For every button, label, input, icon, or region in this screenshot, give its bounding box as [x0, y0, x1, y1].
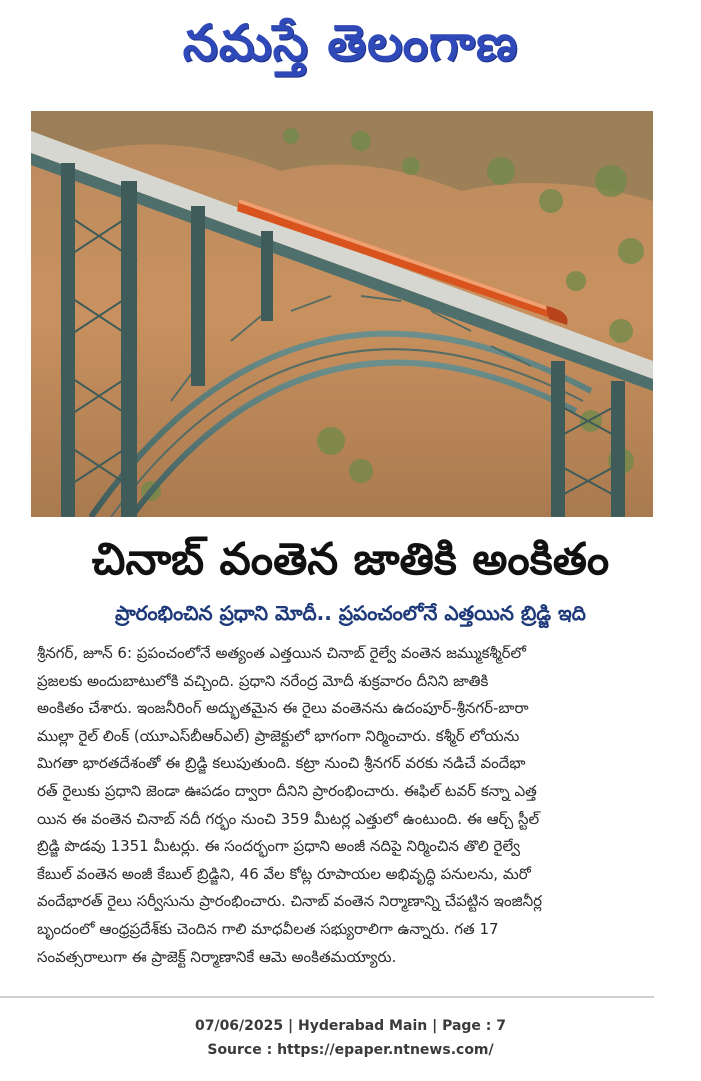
- footer-edition-info: [0, 1018, 701, 1034]
- body-line: సంవత్సరాలుగా ఈ ప్రాజెక్ట్ నిర్మాణానికే ఆమె అంకితమయ్యారు.: [37, 947, 397, 966]
- newspaper-logo: నమస్తే తెలంగాణ: [182, 14, 519, 72]
- body-line: రత్ రైలుకు ప్రధాని జెండా ఊపడం ద్వారా దీనిని ప్రారంభించారు. ఈఫిల్ టవర్ కన్నా ఎత్త: [37, 781, 537, 800]
- body-line: వందేభారత్ రైలు సర్వీసును ప్రారంభించారు. చినాబ్ వంతెన నిర్మాణాన్ని చేపట్టిన ఇంజినీర్ల: [37, 892, 542, 911]
- body-line: మిగతా భారతదేశంతో ఈ బ్రిడ్జి కలుపుతుంది. కట్రా నుంచి శ్రీనగర్ వరకు నడిచే వందేభా: [37, 754, 526, 773]
- article-photo: [31, 111, 653, 517]
- article-body: [37, 640, 649, 971]
- body-line: బ్రిడ్జి పొడవు 1351 మీటర్లు. ఈ సందర్భంగా ప్రధాని అంజీ నదిపై నిర్మించిన తొలి రైల్వే: [37, 837, 520, 856]
- body-line: బృందంలో ఆంధ్రప్రదేశ్‌కు చెందిన గాలి మాధవీలత సభ్యురాలిగా ఉన్నారు. గత 17: [37, 919, 499, 938]
- body-line: ముల్లా రైల్ లింక్ (యూఎస్‌బీఆర్‌ఎల్) ప్రాజెక్టులో భాగంగా నిర్మించారు. కశ్మీర్ లోయను: [37, 726, 520, 745]
- footer-divider: [0, 996, 654, 998]
- article-headline: [0, 527, 701, 593]
- footer-source: [0, 1042, 701, 1058]
- masthead: [0, 4, 701, 82]
- body-line: యిన ఈ వంతెన చినాబ్ నదీ గర్భం నుంచి 359 మీటర్ల ఎత్తులో ఉంటుంది. ఈ ఆర్చ్ స్టీల్: [37, 809, 540, 828]
- bridge-photo-illustration: [31, 111, 653, 517]
- edition-date-page: 07/06/2025 | Hyderabad Main | Page : 7: [194, 1018, 507, 1034]
- body-line: శ్రీనగర్, జూన్ 6: ప్రపంచంలోనే అత్యంత ఎత్తయిన చినాబ్ రైల్వే వంతెన జమ్ముకశ్మీర్‌లో: [37, 644, 526, 662]
- headline-text: చినాబ్ వంతెన జాతికి అంకితం: [91, 534, 610, 585]
- subheadline-text: ప్రారంభించిన ప్రధాని మోదీ.. ప్రపంచంలోనే ఎత్తయిన బ్రిడ్జి ఇది: [115, 601, 586, 625]
- body-line: కేబుల్ వంతెన అంజీ కేబుల్ బ్రిడ్జిని, 46 వేల కోట్ల రూపాయల అభివృద్ధి పనులను, మరో: [37, 864, 531, 883]
- body-line: అంకితం చేశారు. ఇంజనీరింగ్ అద్భుతమైన ఈ రైలు వంతెనను ఉదంపూర్-శ్రీనగర్-బారా: [37, 699, 529, 718]
- body-line: ప్రజలకు అందుబాటులోకి వచ్చింది. ప్రధాని నరేంద్ర మోదీ శుక్రవారం దీనిని జాతికి: [37, 671, 489, 690]
- source-link[interactable]: Source : https://epaper.ntnews.com/: [207, 1042, 494, 1058]
- article-subheadline: [0, 595, 701, 631]
